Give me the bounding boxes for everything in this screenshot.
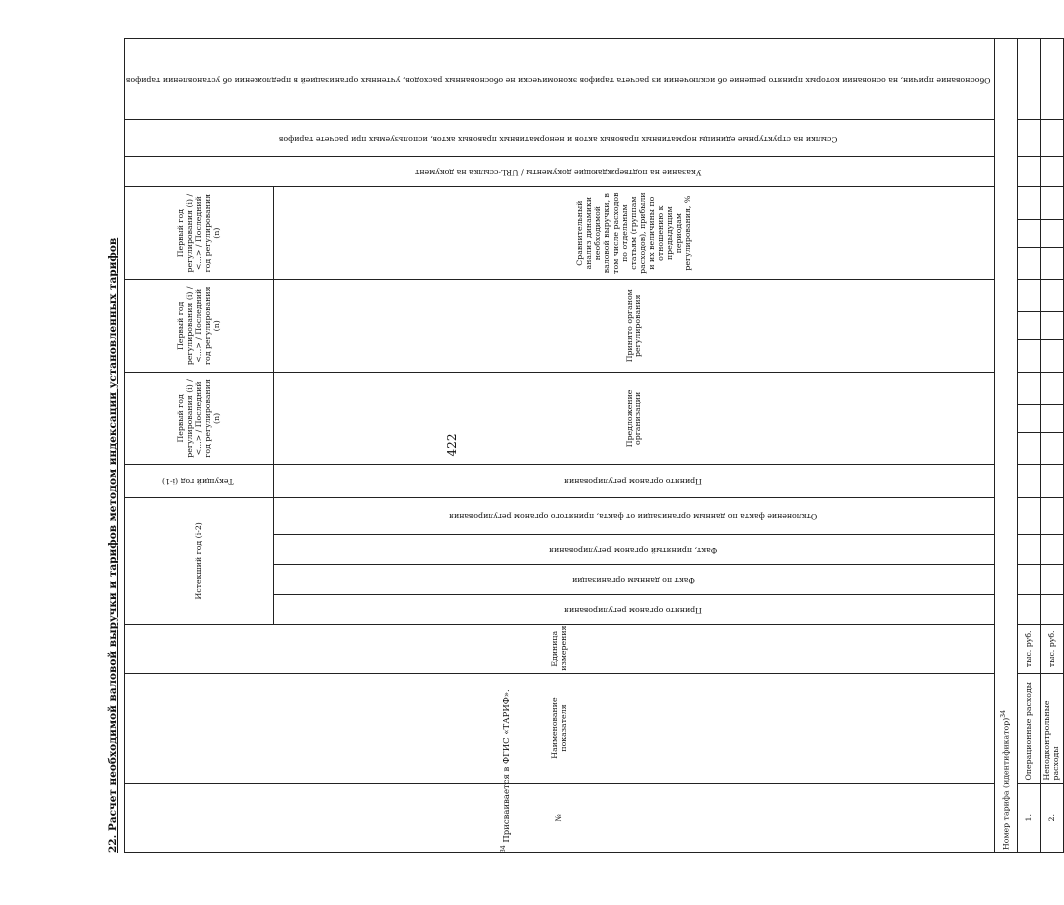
row-1-name: Операционные расходы <box>1018 673 1041 783</box>
row-2-num: 2. <box>1041 783 1064 852</box>
row-2-name: Неподконтрольные расходы <box>1041 673 1064 783</box>
header-past-col-2-label: Факт по данным организации <box>571 575 695 585</box>
header-url <box>125 157 995 187</box>
row-2-cell <box>1041 432 1064 464</box>
row-2-cell <box>1041 405 1064 433</box>
header-unit: Единица измерения <box>125 624 995 673</box>
tariff-table <box>124 38 1064 853</box>
header-past-year: Истекший год (i-2) <box>125 497 274 624</box>
header-links-label: Ссылки на структурные единицы нормативных правовых актов и ненормативных правовых актов, используемых при расчете тарифов <box>279 134 838 144</box>
header-dots-org: <...> <box>193 434 203 456</box>
header-first-year-comp: Первый год регулирования (i) <box>175 198 194 273</box>
row-2-cell <box>1041 372 1064 404</box>
table-row <box>1018 39 1041 853</box>
row-2-cell <box>1041 497 1064 534</box>
row-2-cell <box>1041 120 1064 157</box>
header-past-col-1-label: Принято органом регулирования <box>564 605 702 615</box>
header-reg-first: Первый год регулирования (i) / <...> / Последний год регулирования (n) <box>125 279 274 372</box>
row-1-cell <box>1018 187 1041 219</box>
header-past-col-4-label: Отклонение факта по данным организации от факта, принятого органом регулирования <box>448 512 818 522</box>
header-reg-accepted: Принято органом регулирования <box>274 279 995 372</box>
header-past-col-4 <box>274 497 995 534</box>
row-1-cell <box>1018 534 1041 564</box>
header-current-col-label: Принято органом регулирования <box>564 477 702 487</box>
row-2-cell <box>1041 39 1064 120</box>
landscape-sheet <box>104 38 1061 853</box>
header-first-year-org: Первый год регулирования (i) <box>175 384 194 458</box>
header-org-proposal: Предложение организации <box>274 372 995 465</box>
header-first-year-reg: Первый год регулирования (i) <box>175 291 194 366</box>
row-1-cell <box>1018 157 1041 187</box>
row-2-cell <box>1041 219 1064 247</box>
tariff-id-label: Номер тарифа (идентификатор) <box>1001 717 1011 850</box>
header-num: № <box>125 783 995 852</box>
row-2-cell <box>1041 534 1064 564</box>
header-current-year-label: Текущий год (i-1) <box>161 477 234 487</box>
header-last-year-org: Последний год регулирования (n) <box>193 379 221 458</box>
row-1-cell <box>1018 405 1041 433</box>
row-1-cell <box>1018 219 1041 247</box>
row-1-cell <box>1018 279 1041 311</box>
row-1-cell <box>1018 594 1041 624</box>
row-1-cell <box>1018 465 1041 497</box>
header-dots-reg: <...> <box>193 342 203 363</box>
row-2-cell <box>1041 594 1064 624</box>
header-justification-label: Обоснование причин, на основании которых принято решение об исключении из расчета тарифов экономически не обоснованных расходов, учтенных организацией в предложении об установлении тарифов <box>126 75 991 85</box>
tariff-id-row <box>995 39 1018 853</box>
row-1-cell <box>1018 372 1041 404</box>
rotated-page <box>104 38 1061 853</box>
row-2-unit: тыс. руб. <box>1041 624 1064 673</box>
row-2-cell <box>1041 465 1064 497</box>
tariff-id-cell <box>995 39 1018 853</box>
table-row <box>1041 39 1064 853</box>
header-links <box>125 120 995 157</box>
row-1-num: 1. <box>1018 783 1041 852</box>
row-2-cell <box>1041 340 1064 372</box>
header-comparative: Сравнительный анализ динамики необходимой валовой выручки, в том числе расходов по отдельным статьям (группам расходов), прибыли и их величины по отношению к предыдущим периодам регулирования, % <box>274 187 995 280</box>
header-comp-first: Первый год регулирования (i) / <...> / Последний год регулирования (n) <box>125 187 274 280</box>
row-2-cell <box>1041 157 1064 187</box>
header-name: Наименование показателя <box>125 673 995 783</box>
header-url-label: Указание на подтверждающие документы / URL-ссылка на документ <box>415 168 702 178</box>
row-2-cell <box>1041 279 1064 311</box>
header-last-year-reg: Последний год регулирования (n) <box>193 286 221 366</box>
row-1-cell <box>1018 564 1041 594</box>
row-2-cell <box>1041 247 1064 279</box>
header-last-year-comp: Последний год регулирования (n) <box>193 193 221 273</box>
row-1-cell <box>1018 312 1041 340</box>
header-justification <box>125 39 995 120</box>
row-2-cell <box>1041 187 1064 219</box>
row-1-cell <box>1018 39 1041 120</box>
row-1-cell <box>1018 120 1041 157</box>
page-number: 422 <box>445 433 459 457</box>
header-past-col-1 <box>274 594 995 624</box>
row-1-cell <box>1018 432 1041 464</box>
footnote-sup: 34 <box>500 845 507 853</box>
header-past-col-2 <box>274 564 995 594</box>
footnote-text: Присваивается в ФГИС «ТАРИФ». <box>501 689 512 843</box>
row-1-cell <box>1018 497 1041 534</box>
row-1-cell <box>1018 247 1041 279</box>
header-current-col <box>274 465 995 497</box>
header-past-col-3 <box>274 534 995 564</box>
row-2-cell <box>1041 312 1064 340</box>
header-dots-comp: <...> <box>193 249 203 271</box>
footnote <box>500 38 512 853</box>
row-2-cell <box>1041 564 1064 594</box>
header-past-col-3-label: Факт, принятый органом регулирования <box>548 545 718 555</box>
row-1-unit: тыс. руб. <box>1018 624 1041 673</box>
tariff-id-sup: 34 <box>1000 710 1008 718</box>
section-title: 22. Расчет необходимой валовой выручки и тарифов методом индексации установленных тарифов <box>107 237 119 853</box>
row-1-cell <box>1018 340 1041 372</box>
header-org-proposal-first: Первый год регулирования (i) / <...> / Последний год регулирования (n) <box>125 372 274 465</box>
header-current-year <box>125 465 274 497</box>
